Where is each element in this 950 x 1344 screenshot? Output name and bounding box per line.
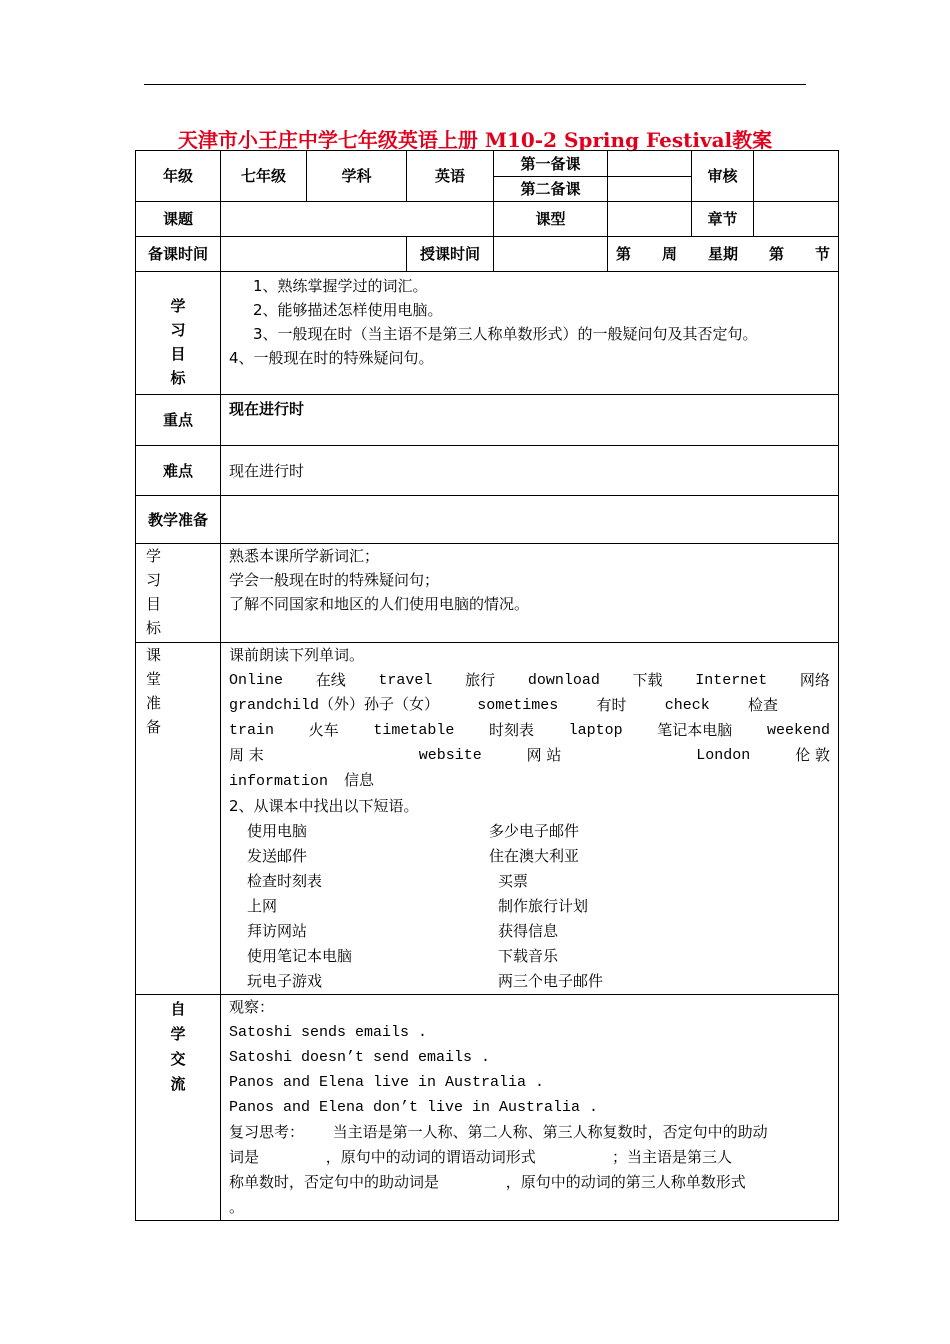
prep-time-label: 备课时间: [136, 237, 221, 272]
classroom-content: [221, 643, 839, 995]
key-point-label: 重点: [136, 395, 221, 446]
key-point-value: 现在进行时: [221, 395, 839, 446]
teaching-prep-label: 教学准备: [136, 496, 221, 544]
subject-label: 学科: [307, 151, 407, 202]
example-sentence: Satoshi sends emails .: [229, 1024, 428, 1041]
phrases-intro: 2、从课本中找出以下短语。: [229, 797, 419, 815]
first-prep-value[interactable]: [608, 151, 692, 177]
objective-item: 2、能够描述怎样使用电脑。: [253, 301, 443, 319]
header-rule: [144, 84, 806, 85]
document-title: 天津市小王庄中学七年级英语上册 M10-2 Spring Festival教案: [177, 128, 773, 152]
chapter-value[interactable]: [754, 202, 839, 237]
phrase-row: 使用笔记本电脑 下载音乐: [247, 947, 559, 965]
review-question: 。: [229, 1198, 245, 1216]
vocab-row: train 火车 timetable 时刻表 laptop 笔记本电脑 weekend: [229, 721, 830, 739]
phrase-row: 发送邮件 住在澳大利亚: [247, 847, 580, 865]
lesson-type-label: 课型: [494, 202, 608, 237]
teaching-prep-value[interactable]: [221, 496, 839, 544]
grade-value: 七年级: [221, 151, 307, 202]
chapter-label: 章节: [692, 202, 754, 237]
goal-item: 学会一般现在时的特殊疑问句；: [229, 571, 440, 589]
second-prep-value[interactable]: [608, 177, 692, 202]
phrase-row: 拜访网站 获得信息: [247, 922, 559, 940]
example-sentence: Satoshi doesn’t send emails .: [229, 1049, 491, 1066]
review-question: 称单数时，否定句中的助动词是 ，原句中的动词的第三人称单数形式: [229, 1173, 746, 1191]
phrase-row: 检查时刻表 买票: [247, 872, 529, 890]
topic-value[interactable]: [221, 202, 494, 237]
topic-label: 课题: [136, 202, 221, 237]
review-label: 审核: [692, 151, 754, 202]
objectives-label: 学 习 目 标: [136, 272, 221, 395]
goals-label: 学 习 目 标: [136, 544, 221, 643]
first-prep-label: 第一备课: [494, 151, 608, 177]
prep-time-value[interactable]: [221, 237, 407, 272]
goals-content: [221, 544, 839, 643]
phrase-row: 使用电脑 多少电子邮件: [247, 822, 580, 840]
review-question: 词是 ，原句中的动词的谓语动词形式 ；当主语是第三人: [229, 1148, 733, 1166]
review-value[interactable]: [754, 151, 839, 202]
vocab-row: information 信息: [229, 771, 375, 790]
difficulty-label: 难点: [136, 446, 221, 496]
self-study-label: 自 学 交 流: [136, 995, 221, 1221]
vocab-row: 周 末 website 网 站 London 伦 敦: [229, 746, 830, 764]
phrase-row: 玩电子游戏 两三个电子邮件: [247, 972, 604, 990]
difficulty-value: 现在进行时: [221, 446, 839, 496]
week-period-cell: 第 周 星期 第 节: [608, 237, 839, 272]
objectives-content: [221, 272, 839, 395]
observe-label: 观察：: [229, 998, 275, 1016]
objective-item: 1、熟练掌握学过的词汇。: [253, 277, 428, 295]
goal-item: 了解不同国家和地区的人们使用电脑的情况。: [229, 595, 530, 613]
vocab-row: Online 在线 travel 旅行 download 下载 Internet 网络: [229, 671, 830, 689]
example-sentence: Panos and Elena live in Australia .: [229, 1074, 545, 1091]
objective-item: 3、一般现在时（当主语不是第三人称单数形式）的一般疑问句及其否定句。: [253, 325, 758, 343]
goal-item: 熟悉本课所学新词汇；: [229, 547, 380, 565]
teach-time-value[interactable]: [494, 237, 608, 272]
teach-time-label: 授课时间: [407, 237, 494, 272]
review-question: 复习思考： 当主语是第一人称、第二人称、第三人称复数时，否定句中的助动: [229, 1123, 768, 1141]
example-sentence: Panos and Elena don’t live in Australia .: [229, 1099, 599, 1116]
classroom-label: 课 堂 准 备: [136, 643, 221, 995]
self-study-content: [221, 995, 839, 1221]
objective-item: 4、一般现在时的特殊疑问句。: [229, 349, 434, 367]
phrase-row: 上网 制作旅行计划: [247, 897, 589, 915]
vocab-intro: 课前朗读下列单词。: [229, 646, 365, 664]
second-prep-label: 第二备课: [494, 177, 608, 202]
grade-label: 年级: [136, 151, 221, 202]
lesson-type-value[interactable]: [608, 202, 692, 237]
lesson-plan-table: [135, 150, 839, 1221]
vocab-row: grandchild（外）孙子（女） sometimes 有时 check 检查: [229, 696, 778, 714]
subject-value: 英语: [407, 151, 494, 202]
